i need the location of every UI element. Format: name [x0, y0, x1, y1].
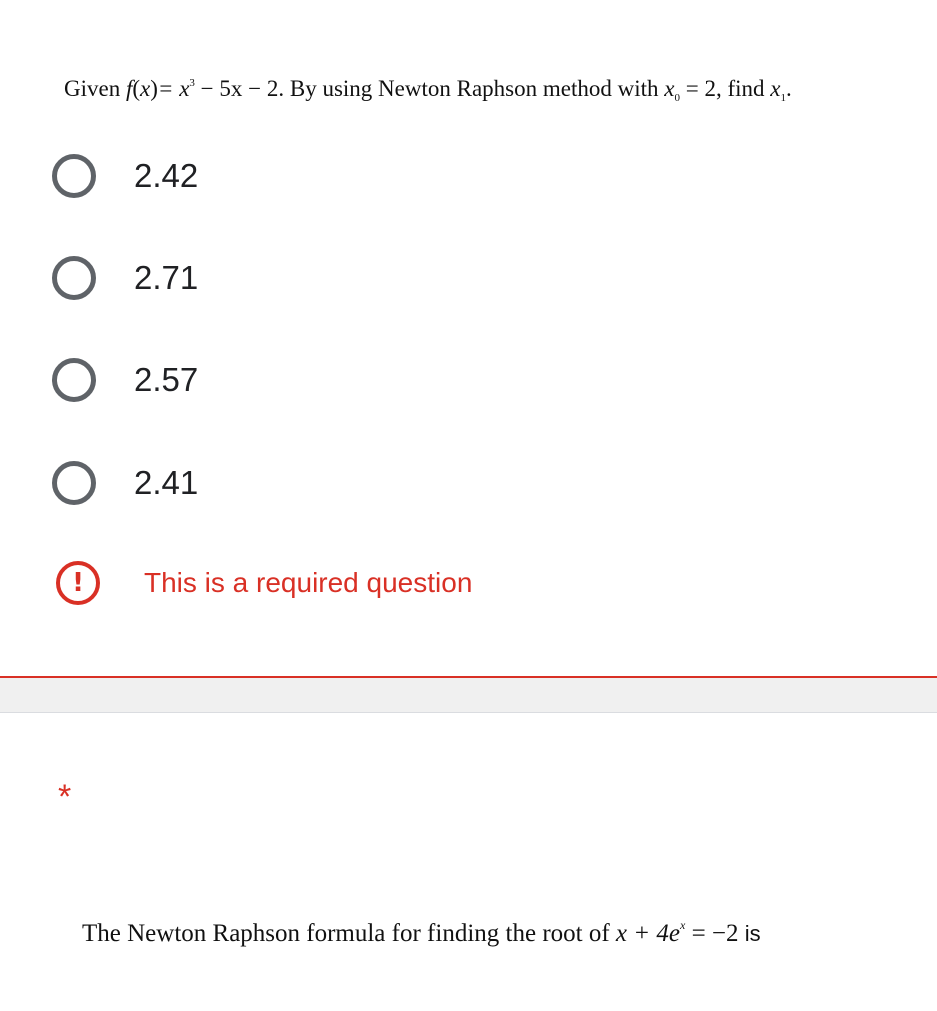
option-2[interactable] — [52, 252, 198, 304]
error-icon: ! — [56, 561, 100, 605]
option-1[interactable] — [52, 150, 198, 202]
function-name: f — [125, 76, 133, 101]
radio-icon[interactable] — [52, 358, 96, 402]
required-warning — [56, 561, 472, 605]
q2-equation-a: x + 4e — [615, 920, 680, 947]
option-4[interactable] — [52, 457, 198, 509]
option-label: 2.41 — [134, 464, 199, 501]
equation-rest: − 5x − 2 — [194, 76, 279, 101]
paren-close: ) — [150, 76, 158, 101]
q2-text: The Newton Raphson formula for finding the root of — [82, 920, 610, 947]
x1-sub: 1 — [780, 92, 786, 104]
title-end: . — [785, 76, 792, 101]
q2-equation-b: = −2 — [685, 920, 739, 947]
q2-suffix: is — [744, 921, 761, 946]
radio-icon[interactable] — [52, 461, 96, 505]
option-3[interactable] — [52, 354, 198, 406]
function-var: x — [140, 76, 151, 101]
radio-icon[interactable] — [52, 154, 96, 198]
card-separator — [0, 678, 937, 712]
question-2-title — [82, 918, 761, 948]
paren-open: ( — [132, 76, 141, 101]
option-label: 2.71 — [134, 259, 199, 296]
equation-power: 3 — [189, 77, 195, 89]
x0-base: x — [664, 76, 675, 101]
radio-icon[interactable] — [52, 256, 96, 300]
required-asterisk: * — [58, 778, 72, 816]
question-title — [64, 76, 792, 104]
title-find: , find — [715, 76, 765, 101]
q2-equation-exp: x — [679, 918, 686, 932]
option-label: 2.42 — [134, 157, 199, 194]
x0-eq: = 2 — [679, 76, 716, 101]
title-mid: . By using Newton Raphson method with — [278, 76, 659, 101]
x1-base: x — [770, 76, 781, 101]
required-message: This is a required question — [144, 567, 473, 598]
question-card-2 — [0, 712, 937, 1011]
x0-sub: 0 — [674, 92, 680, 104]
option-label: 2.57 — [134, 361, 199, 398]
equation-rhs: = x — [157, 76, 190, 101]
title-prefix: Given — [64, 76, 121, 101]
